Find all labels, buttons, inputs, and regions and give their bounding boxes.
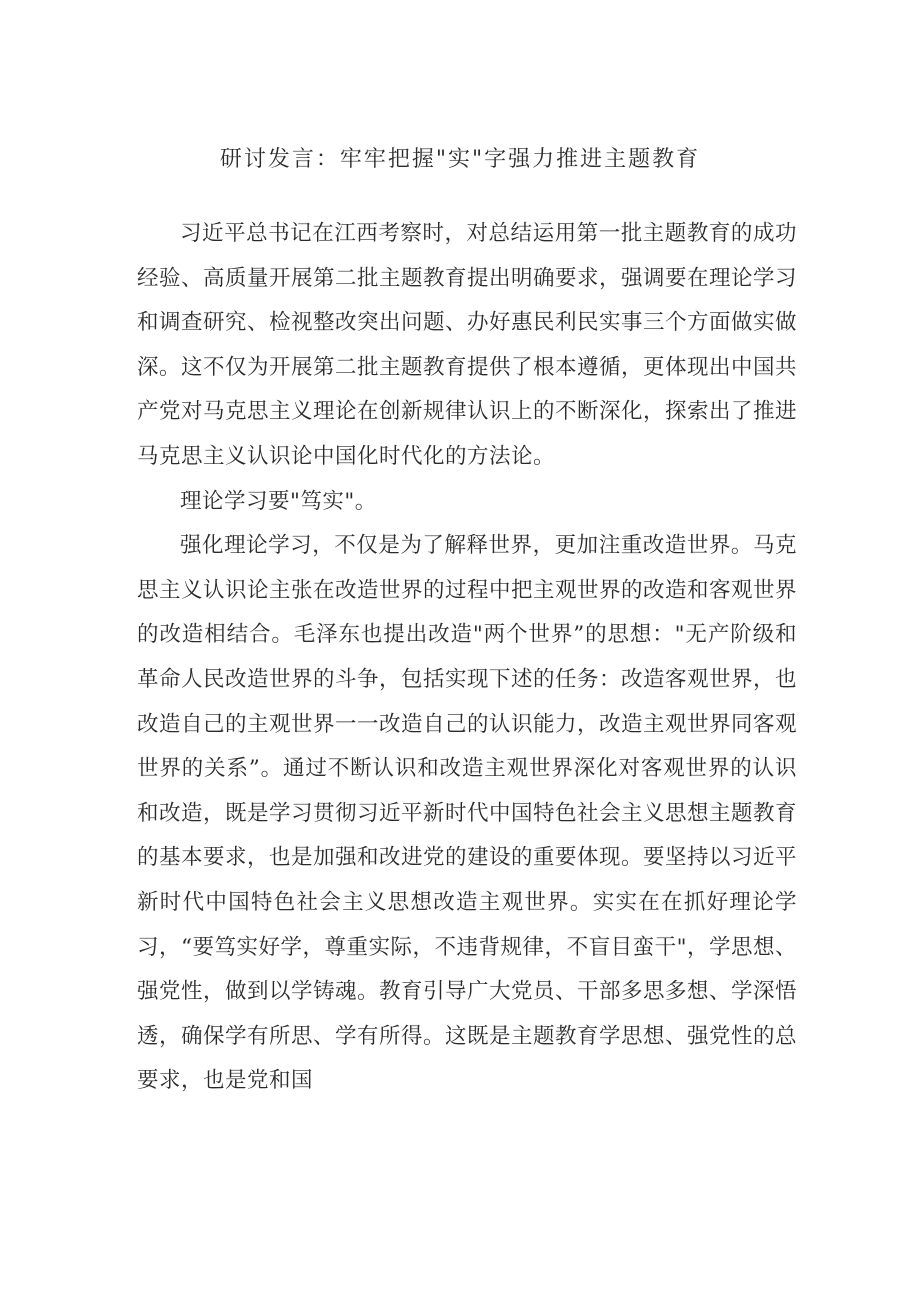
paragraph-heading-theory-study: 理论学习要"笃实"。 (180, 488, 377, 514)
document-title: 研讨发言：牢牢把握"实"字强力推进主题教育 (219, 147, 701, 172)
paragraph-theory-study: 强化理论学习，不仅是为了解释世界，更加注重改造世界。马克思主义认识论主张在改造世界的过程中把主观世界的改造和客观世界的改造相结合。毛泽东也提出改造"两个世界”的思想："无产阶级和革命人民改造世界的斗争，包括实现下述的任务：改造客观世界，也改造自己的主观世界一一改造自己的认识能力，改造主观世界同客观世界的关系”。通过不断认识和改造主观世界深化对客观世界的认识和改造，既是学习贯彻习近平新时代中国特色社会主义思想主题教育的基本要求，也是加强和改进党的建设的重要体现。要坚持以习近平新时代中国特色社会主义思想改造主观世界。实实在在抓好理论学习，“要笃实好学，尊重实际，不违背规律，不盲目蛮干"，学思想、强党性，做到以学铸魂。教育引导广大党员、干部多思多想、学深悟透，确保学有所思、学有所得。这既是主题教育学思想、强党性的总要求，也是党和国 (137, 533, 798, 1094)
paragraph-intro: 习近平总书记在江西考察时，对总结运用第一批主题教育的成功经验、高质量开展第二批主题教育提出明确要求，强调要在理论学习和调查研究、检视整改突出问题、办好惠民利民实事三个方面做实做深。这不仅为开展第二批主题教育提供了根本遵循，更体现出中国共产党对马克思主义理论在创新规律认识上的不断深化，探索出了推进马克思主义认识论中国化时代化的方法论。 (137, 221, 798, 469)
document-body (137, 212, 797, 1104)
